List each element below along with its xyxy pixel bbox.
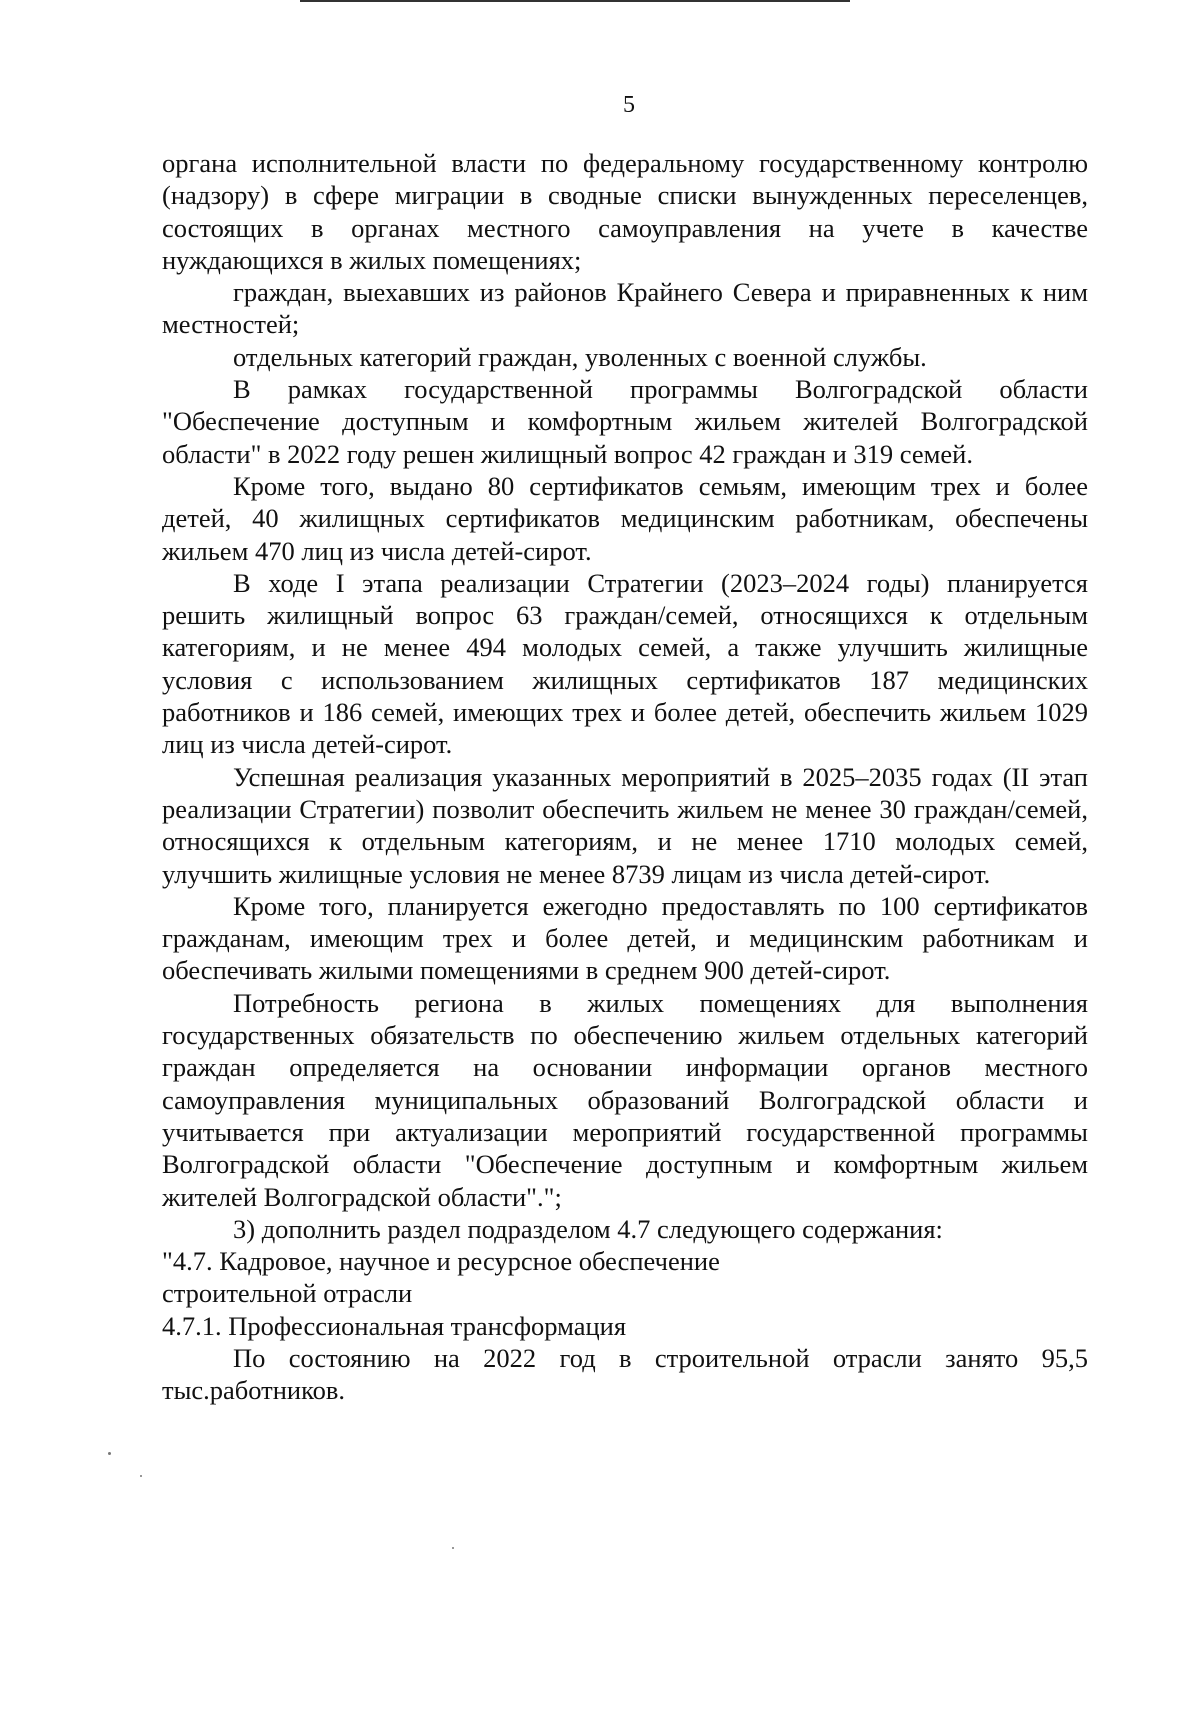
page-number: 5 <box>623 92 635 118</box>
paragraph-workforce-2022: По состоянию на 2022 год в строительной отрасли занято 95,5 тыс.работников. <box>162 1342 1088 1406</box>
paragraph-military: отдельных категорий граждан, уволенных с военной службы. <box>233 341 927 372</box>
top-edge-rule <box>300 0 850 2</box>
paragraph-amendment-item-3: 3) дополнить раздел подразделом 4.7 следующего содержания: <box>233 1213 943 1244</box>
paragraph-far-north: граждан, выехавших из районов Крайнего Севера и приравненных к ним местностей; <box>162 277 1088 340</box>
section-heading-line-1: "4.7. Кадровое, научное и ресурсное обеспечение <box>162 1246 720 1277</box>
paragraph-housing-need: Потребность региона в жилых помещениях для выполнения государственных обязательств по обеспечению жильем отдельных категорий граждан определяется на основании информации органов местного самоуправления муниципальных образований Волгоградской области и учитывается при актуализации мероприятий государственной программы Волгоградской области "Обеспечение доступным и комфортным жильем жителей Волгоградской области"."; <box>162 987 1088 1212</box>
scan-speck <box>140 1475 142 1477</box>
paragraph-migration-lists: органа исполнительной власти по федеральному государственному контролю (надзору) в сфере миграции в сводные списки вынужденных переселенцев, состоящих в органах местного самоуправления на учете в качестве нуждающихся в жилых помещениях; <box>162 148 1088 275</box>
section-heading-line-2: строительной отрасли <box>162 1278 413 1309</box>
scan-speck <box>108 1452 111 1455</box>
document-body <box>162 147 1088 1407</box>
paragraph-stage-one: В ходе I этапа реализации Стратегии (2023–2024 годы) планируется решить жилищный вопрос 63 граждан/семей, относящихся к отдельным категориям, и не менее 494 молодых семей, а также улучшить жилищные условия с использованием жилищных сертификатов 187 медицинских работников и 186 семей, имеющих трех и более детей, обеспечить жильем 1029 лиц из числа детей-сирот. <box>162 567 1088 760</box>
scan-speck <box>452 1547 454 1549</box>
paragraph-stage-two: Успешная реализация указанных мероприятий в 2025–2035 годах (II этап реализации Стратегии) позволит обеспечить жильем не менее 30 граждан/семей, относящихся к отдельным категориям, и не менее 1710 молодых семей, улучшить жилищные условия не менее 8739 лицам из числа детей-сирот. <box>162 761 1088 889</box>
subsection-heading: 4.7.1. Профессиональная трансформация <box>162 1310 627 1341</box>
paragraph-annual-certificates: Кроме того, планируется ежегодно предоставлять по 100 сертификатов гражданам, имеющим трех и более детей, и медицинским работникам и обеспечивать жилыми помещениями в среднем 900 детей-сирот. <box>162 890 1088 986</box>
section-heading <box>162 1245 1088 1310</box>
paragraph-state-program-2022: В рамках государственной программы Волгоградской области "Обеспечение доступным и комфортным жильем жителей Волгоградской области" в 2022 году решен жилищный вопрос 42 граждан и 319 семей. <box>162 374 1088 469</box>
paragraph-certificates-issued: Кроме того, выдано 80 сертификатов семьям, имеющим трех и более детей, 40 жилищных сертификатов медицинским работникам, обеспечены жильем 470 лиц из числа детей-сирот. <box>162 470 1088 566</box>
